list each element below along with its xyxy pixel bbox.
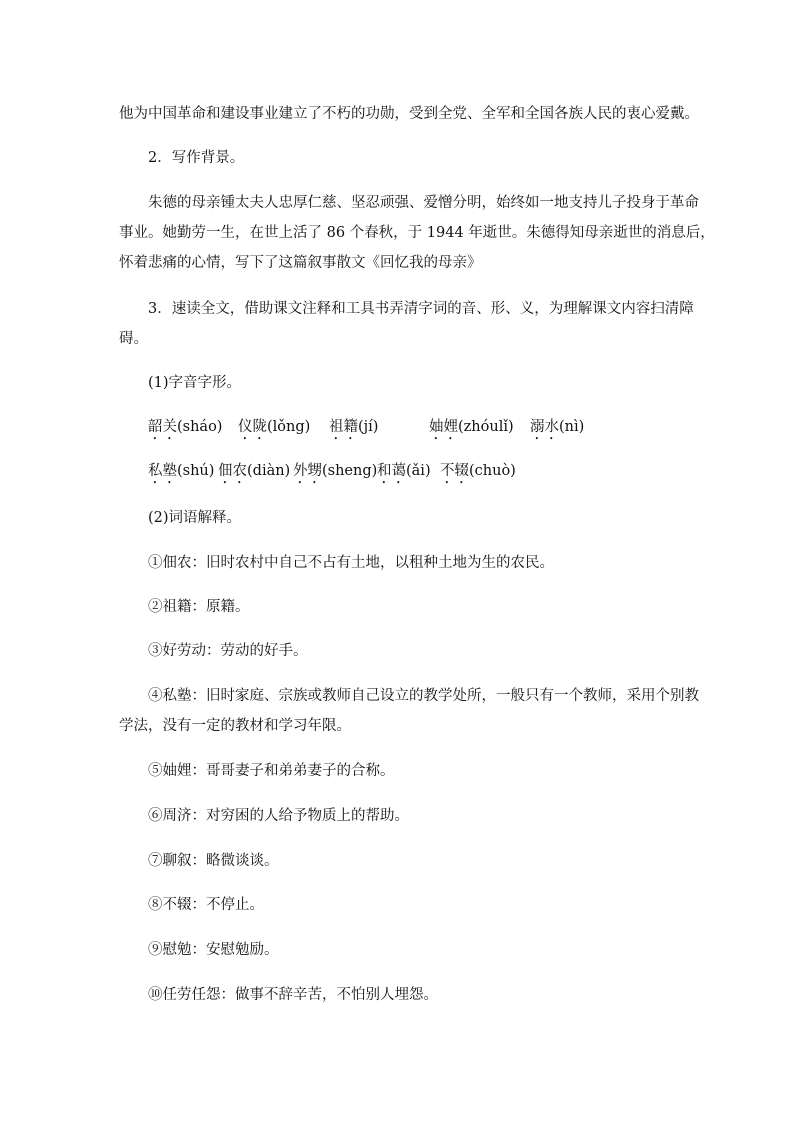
definition-item-continuation: 学法，没有一定的教材和学习年限。	[119, 718, 351, 734]
definition-item: ⑤妯娌：哥哥妻子和弟弟妻子的合称。	[148, 763, 395, 779]
intro-paragraph: 他为中国革命和建设事业建立了不朽的功勋，受到全党、全军和全国各族人民的衷心爱戴。	[119, 106, 699, 122]
pronunciation-item: 妯娌(zhóulǐ)	[429, 419, 514, 435]
definition-item: ⑩任劳任怨：做事不辞辛苦，不怕别人埋怨。	[148, 987, 438, 1003]
pronunciation-item: 和蔼(ǎi)	[377, 463, 431, 479]
pronunciation-item: 私塾(shú)	[148, 463, 215, 479]
background-paragraph-line-3: 怀着悲痛的心情，写下了这篇叙事散文《回忆我的母亲》	[119, 255, 482, 271]
definition-item: ④私塾：旧时家庭、宗族或教师自己设立的教学处所，一般只有一个教师，采用个别教	[148, 688, 699, 704]
pronunciation-item: 溺水(nì)	[530, 419, 585, 435]
definition-item: ⑥周济：对穷困的人给予物质上的帮助。	[148, 808, 409, 824]
pronunciation-item: 仪陇(lǒng)	[238, 419, 311, 435]
reading-task-line-1: 3．速读全文，借助课文注释和工具书弄清字词的音、形、义，为理解课文内容扫清障	[148, 301, 694, 317]
definition-item: ①佃农：旧时农村中自己不占有土地，以租种土地为生的农民。	[148, 555, 554, 571]
section-heading-background: 2．写作背景。	[148, 150, 245, 166]
background-paragraph-line-2: 事业。她勤劳一生，在世上活了 86 个春秋，于 1944 年逝世。朱德得知母亲逝世的消息后，	[119, 225, 715, 241]
pronunciation-item: 祖籍(jí)	[329, 419, 379, 435]
pronunciation-item: 韶关(sháo)	[148, 419, 223, 435]
pronunciation-item: 佃农(diàn)	[218, 463, 291, 479]
pronunciation-item: 不辍(chuò)	[440, 463, 516, 479]
definition-item: ⑦聊叙：略微谈谈。	[148, 853, 279, 869]
definition-item: ⑨慰勉：安慰勉励。	[148, 942, 279, 958]
subheading-definitions: (2)词语解释。	[148, 510, 242, 526]
pronunciation-item: 外甥(sheng)	[293, 463, 378, 479]
definition-item: ⑧不辍：不停止。	[148, 897, 264, 913]
definition-item: ③好劳动：劳动的好手。	[148, 643, 308, 659]
subheading-pronunciation: (1)字音字形。	[148, 375, 242, 391]
background-paragraph-line-1: 朱德的母亲锺太夫人忠厚仁慈、坚忍顽强、爱憎分明，始终如一地支持儿子投身于革命	[148, 195, 699, 211]
definition-item: ②祖籍：原籍。	[148, 599, 250, 615]
reading-task-line-2: 碍。	[119, 331, 148, 347]
